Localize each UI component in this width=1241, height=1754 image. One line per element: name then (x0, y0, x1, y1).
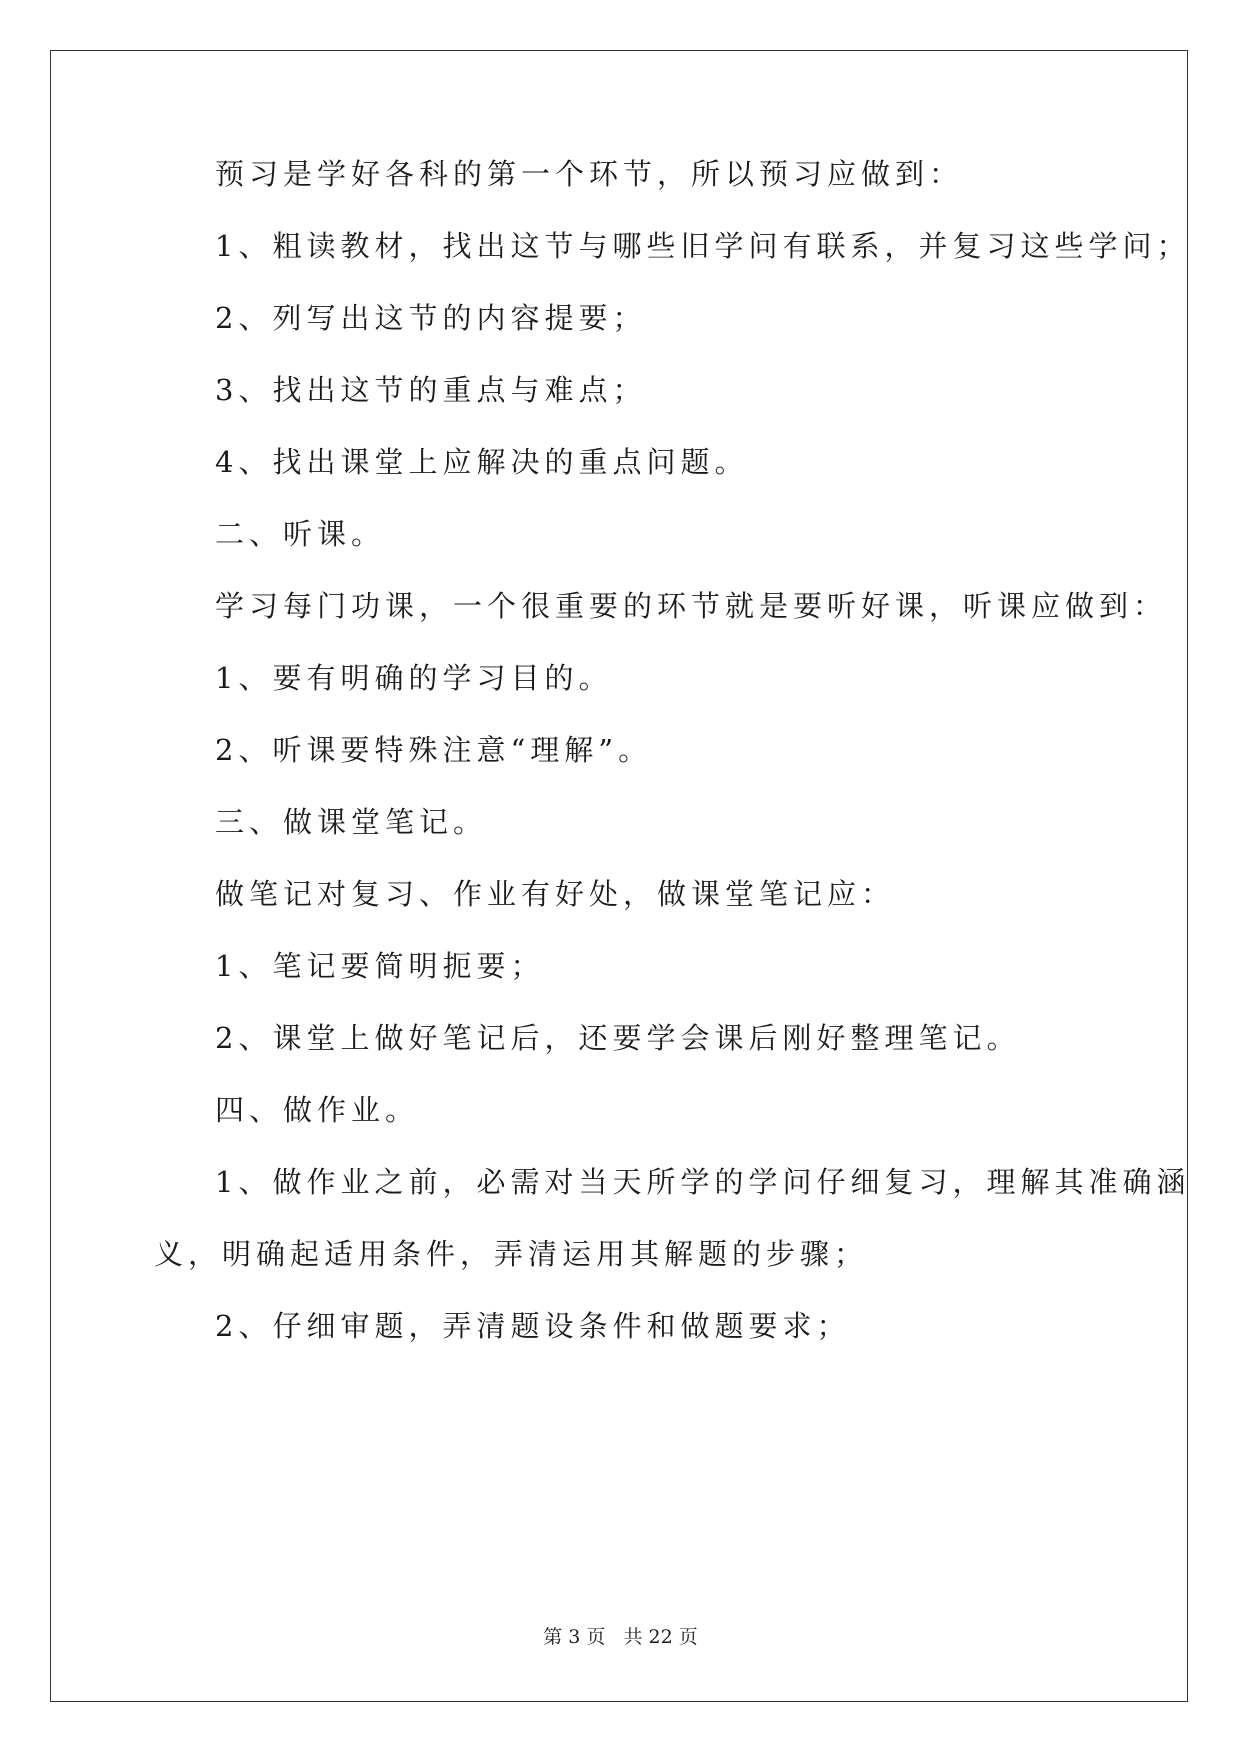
page-count: 共 22 页 (623, 1626, 698, 1648)
paragraph: 4、找出课堂上应解决的重点问题。 (215, 445, 749, 479)
paragraph: 学习每门功课，一个很重要的环节就是要听好课，听课应做到： (215, 589, 1168, 623)
paragraph: 1、粗读教材，找出这节与哪些旧学问有联系，并复习这些学问； (215, 229, 1191, 263)
paragraph: 1、要有明确的学习目的。 (215, 661, 613, 695)
paragraph: 2、列写出这节的内容提要； (215, 301, 647, 335)
section-heading: 四、做作业。 (215, 1093, 420, 1127)
paragraph: 2、听课要特殊注意“理解”。 (215, 733, 653, 767)
paragraph: 2、课堂上做好笔记后，还要学会课后刚好整理笔记。 (215, 1021, 1021, 1055)
paragraph: 做笔记对复习、作业有好处，做课堂笔记应： (215, 877, 896, 911)
paragraph: 2、仔细审题，弄清题设条件和做题要求； (215, 1309, 851, 1343)
page-number: 第 3 页 (543, 1626, 606, 1648)
section-heading: 二、听课。 (215, 517, 386, 551)
paragraph: 预习是学好各科的第一个环节，所以预习应做到： (215, 157, 964, 191)
paragraph: 1、做作业之前，必需对当天所学的学问仔细复习，理解其准确涵 (215, 1165, 1191, 1199)
page-footer (0, 1622, 1241, 1649)
paragraph-continuation: 义，明确起适用条件，弄清运用其解题的步骤； (154, 1237, 869, 1271)
section-heading: 三、做课堂笔记。 (215, 805, 488, 839)
paragraph: 3、找出这节的重点与难点； (215, 373, 647, 407)
paragraph: 1、笔记要简明扼要； (215, 949, 545, 983)
